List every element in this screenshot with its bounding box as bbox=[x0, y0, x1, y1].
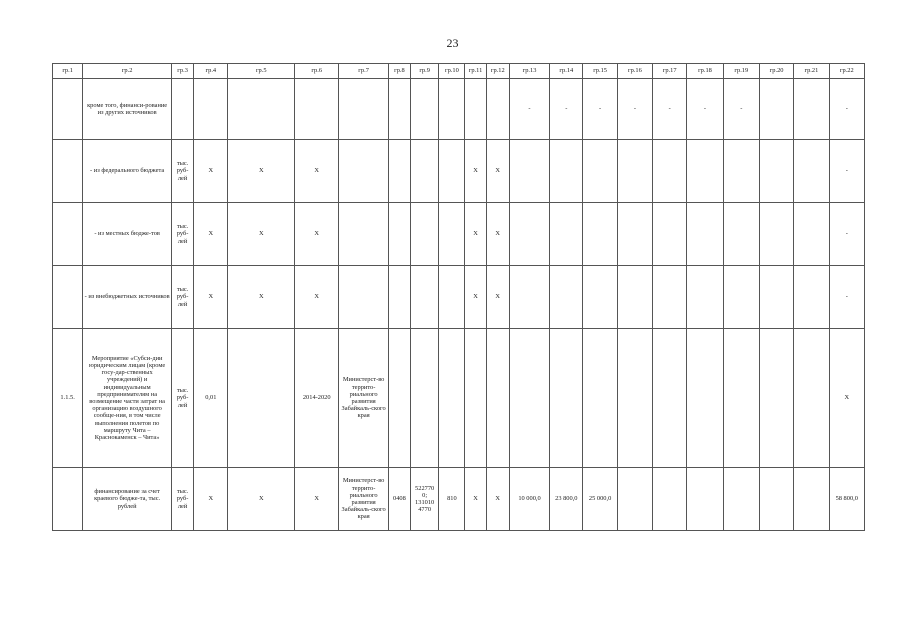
table-cell bbox=[687, 266, 723, 329]
table-cell bbox=[509, 266, 549, 329]
table-cell bbox=[687, 203, 723, 266]
table-cell bbox=[509, 203, 549, 266]
table-cell: X bbox=[228, 468, 295, 531]
table-cell bbox=[617, 266, 652, 329]
table-cell bbox=[583, 266, 617, 329]
table-cell bbox=[339, 203, 388, 266]
col-header: гр.18 bbox=[687, 64, 723, 79]
table-cell bbox=[486, 329, 509, 468]
col-header: гр.19 bbox=[723, 64, 759, 79]
table-cell: X bbox=[194, 203, 228, 266]
table-cell bbox=[439, 203, 465, 266]
table-cell bbox=[388, 140, 410, 203]
table-cell: - bbox=[829, 79, 864, 140]
table-row bbox=[53, 329, 865, 468]
table-cell bbox=[172, 79, 194, 140]
col-header: гр.17 bbox=[653, 64, 687, 79]
page-number: 23 bbox=[446, 36, 459, 50]
table-cell: X bbox=[465, 203, 486, 266]
table-cell: - bbox=[829, 266, 864, 329]
table-cell: X bbox=[295, 266, 339, 329]
table-cell bbox=[439, 266, 465, 329]
table-cell bbox=[653, 468, 687, 531]
table-cell: 1.1.5. bbox=[53, 329, 83, 468]
table-cell bbox=[723, 140, 759, 203]
table-cell bbox=[486, 79, 509, 140]
col-header: гр.15 bbox=[583, 64, 617, 79]
table-cell: - из местных бюдже-тов bbox=[83, 203, 172, 266]
table-cell bbox=[411, 79, 439, 140]
table-cell: X bbox=[295, 203, 339, 266]
table-cell bbox=[759, 266, 793, 329]
table-cell: 0408 bbox=[388, 468, 410, 531]
table-cell: - bbox=[583, 79, 617, 140]
table-cell: финансирование за счет краевого бюдже-та, тыс. рублей bbox=[83, 468, 172, 531]
table-cell: 10 000,0 bbox=[509, 468, 549, 531]
table-cell bbox=[439, 329, 465, 468]
table-cell bbox=[617, 203, 652, 266]
table-cell: тыс. руб-лей bbox=[172, 468, 194, 531]
table-cell bbox=[388, 79, 410, 140]
table-cell: X bbox=[829, 329, 864, 468]
col-header: гр.14 bbox=[550, 64, 583, 79]
table-cell bbox=[53, 140, 83, 203]
table-cell bbox=[653, 329, 687, 468]
table-cell bbox=[339, 266, 388, 329]
table-cell bbox=[687, 140, 723, 203]
table-cell bbox=[53, 266, 83, 329]
table-cell: X bbox=[194, 140, 228, 203]
table-cell bbox=[388, 266, 410, 329]
table-cell bbox=[53, 79, 83, 140]
table-cell bbox=[194, 79, 228, 140]
table-cell bbox=[583, 140, 617, 203]
col-header: гр.3 bbox=[172, 64, 194, 79]
table-cell: - bbox=[829, 140, 864, 203]
table-cell: - из внебюджетных источников bbox=[83, 266, 172, 329]
table-cell bbox=[794, 468, 829, 531]
table-cell bbox=[794, 140, 829, 203]
table-cell bbox=[794, 79, 829, 140]
table-cell bbox=[723, 203, 759, 266]
table-cell bbox=[617, 140, 652, 203]
table-cell: X bbox=[295, 468, 339, 531]
col-header: гр.21 bbox=[794, 64, 829, 79]
table-cell: X bbox=[465, 266, 486, 329]
table-cell bbox=[653, 140, 687, 203]
table-cell: X bbox=[295, 140, 339, 203]
table-cell: X bbox=[228, 203, 295, 266]
col-header: гр.9 bbox=[411, 64, 439, 79]
table-cell bbox=[794, 266, 829, 329]
table-cell: - из федерального бюджета bbox=[83, 140, 172, 203]
table-cell: - bbox=[509, 79, 549, 140]
table-cell: тыс. руб-лей bbox=[172, 329, 194, 468]
table-cell: - bbox=[829, 203, 864, 266]
table-cell: - bbox=[687, 79, 723, 140]
table-cell bbox=[583, 203, 617, 266]
table-cell bbox=[439, 140, 465, 203]
table-cell bbox=[723, 266, 759, 329]
table-cell bbox=[723, 329, 759, 468]
table-cell bbox=[759, 79, 793, 140]
table-cell bbox=[759, 140, 793, 203]
table-cell bbox=[411, 140, 439, 203]
col-header: гр.22 bbox=[829, 64, 864, 79]
table-row bbox=[53, 468, 865, 531]
col-header: гр.11 bbox=[465, 64, 486, 79]
table-cell: X bbox=[486, 203, 509, 266]
col-header: гр.20 bbox=[759, 64, 793, 79]
table-cell bbox=[509, 140, 549, 203]
col-header: гр.12 bbox=[486, 64, 509, 79]
table-cell bbox=[759, 329, 793, 468]
table-cell: Мероприятие «Субси-дии юридическим лицам (кроме госу-дар-ственных учреждений) и индивидуальным предпринимателям на возмещение части затрат на организацию воздушного сообще-ния, в том числе выполнения полетов по маршруту Чита – Краснокаменск – Чита» bbox=[83, 329, 172, 468]
table-cell bbox=[439, 79, 465, 140]
table-cell: 23 800,0 bbox=[550, 468, 583, 531]
col-header: гр.1 bbox=[53, 64, 83, 79]
col-header: гр.5 bbox=[228, 64, 295, 79]
table-cell bbox=[794, 203, 829, 266]
table-cell bbox=[388, 329, 410, 468]
table-cell bbox=[53, 468, 83, 531]
table-cell bbox=[550, 266, 583, 329]
table-cell: X bbox=[486, 266, 509, 329]
table-cell bbox=[411, 329, 439, 468]
table-cell: кроме того, финанси-рование из других источников bbox=[83, 79, 172, 140]
table-row bbox=[53, 266, 865, 329]
table-cell bbox=[465, 79, 486, 140]
table-cell: X bbox=[228, 140, 295, 203]
table-cell bbox=[687, 468, 723, 531]
table-cell: тыс. руб-лей bbox=[172, 140, 194, 203]
table-cell bbox=[617, 468, 652, 531]
table-cell: тыс. руб-лей bbox=[172, 203, 194, 266]
table-cell bbox=[583, 329, 617, 468]
table-cell bbox=[388, 203, 410, 266]
table-cell bbox=[53, 203, 83, 266]
table-cell bbox=[550, 203, 583, 266]
table-cell bbox=[759, 203, 793, 266]
table-cell bbox=[465, 329, 486, 468]
table-cell: 810 bbox=[439, 468, 465, 531]
table-cell: тыс. руб-лей bbox=[172, 266, 194, 329]
table-cell: X bbox=[486, 468, 509, 531]
table-cell: 2014-2020 bbox=[295, 329, 339, 468]
table-cell bbox=[550, 329, 583, 468]
table-cell bbox=[723, 468, 759, 531]
program-table bbox=[52, 63, 865, 531]
table-cell: - bbox=[617, 79, 652, 140]
table-cell: Министерст-во террито-риального развития Забайкаль-ского края bbox=[339, 468, 388, 531]
table-cell: X bbox=[228, 266, 295, 329]
table-cell bbox=[339, 79, 388, 140]
col-header: гр.4 bbox=[194, 64, 228, 79]
table-cell bbox=[617, 329, 652, 468]
table-cell: X bbox=[194, 468, 228, 531]
table-cell bbox=[759, 468, 793, 531]
table-cell: - bbox=[723, 79, 759, 140]
table-row bbox=[53, 203, 865, 266]
col-header: гр.2 bbox=[83, 64, 172, 79]
col-header: гр.7 bbox=[339, 64, 388, 79]
table-cell: X bbox=[465, 468, 486, 531]
table-cell: X bbox=[486, 140, 509, 203]
table-cell bbox=[228, 79, 295, 140]
table-cell bbox=[653, 266, 687, 329]
table-cell bbox=[295, 79, 339, 140]
table-cell bbox=[411, 266, 439, 329]
table-cell: 0,01 bbox=[194, 329, 228, 468]
table-cell bbox=[687, 329, 723, 468]
table-cell: 58 800,0 bbox=[829, 468, 864, 531]
table-row bbox=[53, 140, 865, 203]
table-cell: - bbox=[550, 79, 583, 140]
table-cell: - bbox=[653, 79, 687, 140]
table-cell: X bbox=[465, 140, 486, 203]
col-header: гр.6 bbox=[295, 64, 339, 79]
table-cell bbox=[411, 203, 439, 266]
table-cell: 25 000,0 bbox=[583, 468, 617, 531]
col-header: гр.8 bbox=[388, 64, 410, 79]
table-cell bbox=[653, 203, 687, 266]
table-cell bbox=[509, 329, 549, 468]
table-cell bbox=[550, 140, 583, 203]
table-cell bbox=[339, 140, 388, 203]
table-cell: X bbox=[194, 266, 228, 329]
table-cell: Министерст-во террито-риального развития Забайкаль-ского края bbox=[339, 329, 388, 468]
table-cell: 522770 0; 131010 4770 bbox=[411, 468, 439, 531]
table-cell bbox=[228, 329, 295, 468]
col-header: гр.16 bbox=[617, 64, 652, 79]
table-cell bbox=[794, 329, 829, 468]
header-row bbox=[53, 64, 865, 79]
table-row bbox=[53, 79, 865, 140]
col-header: гр.13 bbox=[509, 64, 549, 79]
col-header: гр.10 bbox=[439, 64, 465, 79]
